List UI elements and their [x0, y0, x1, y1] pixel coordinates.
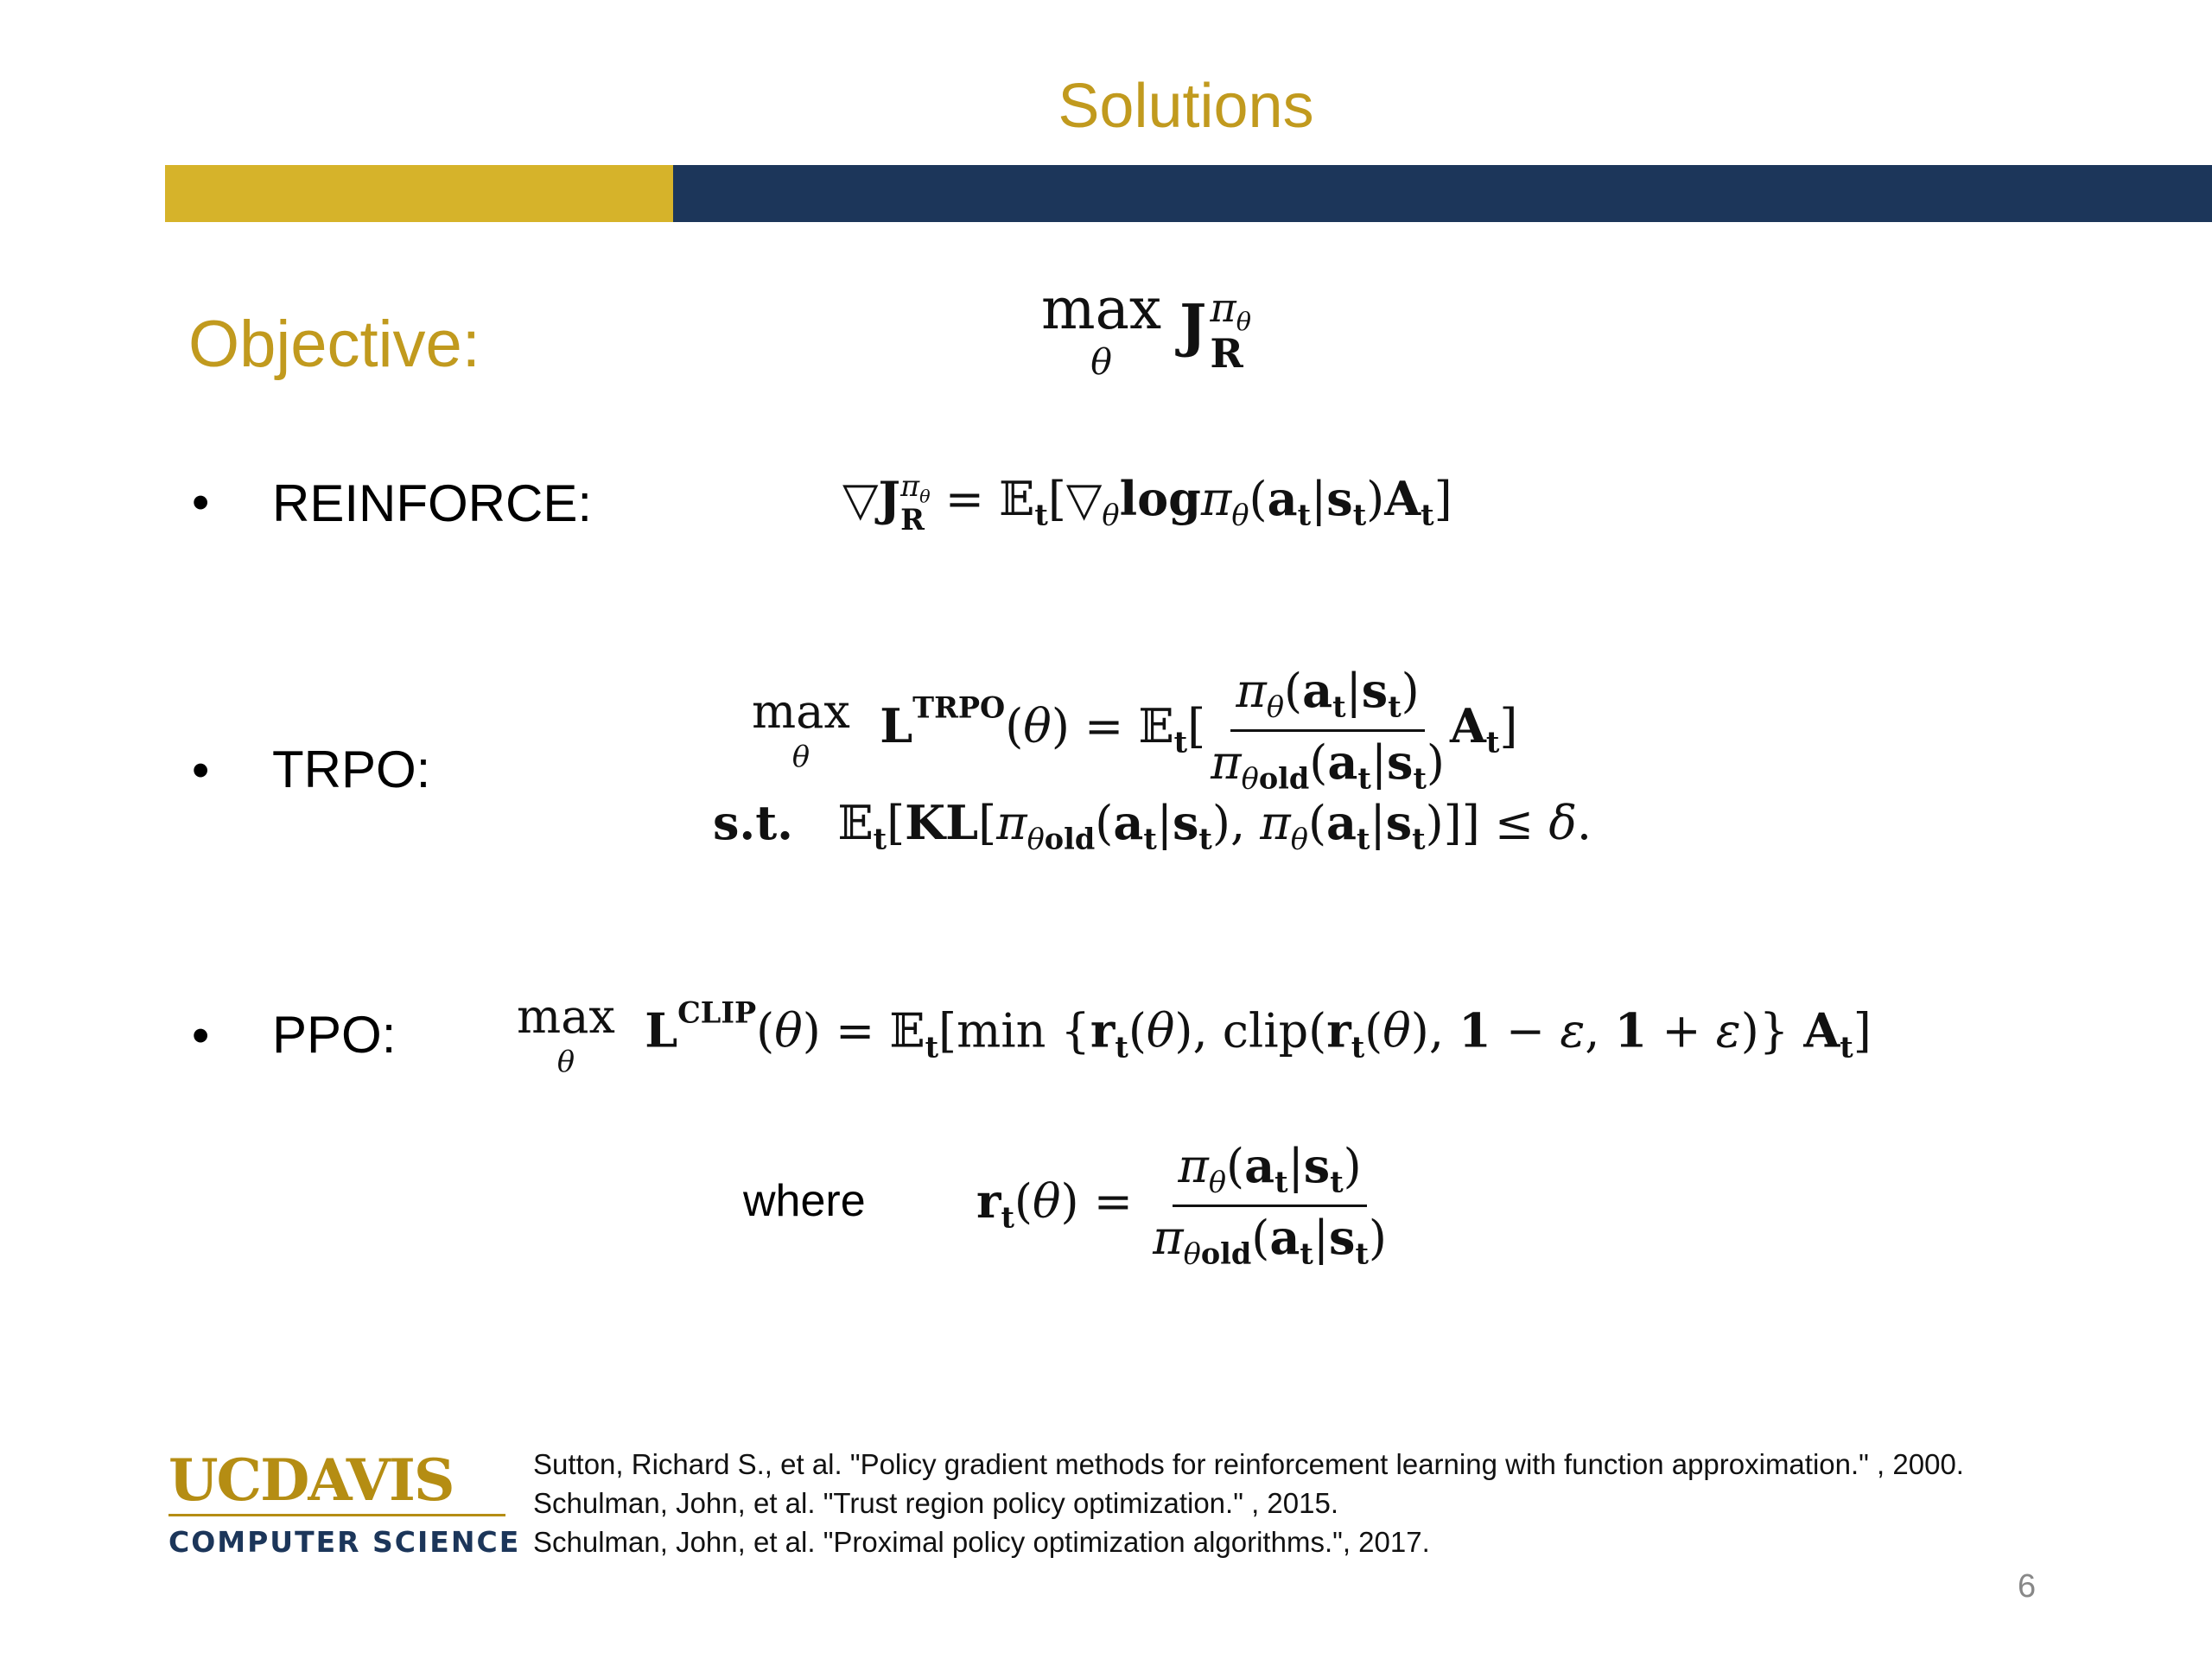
ppo-label: PPO: — [272, 1006, 397, 1064]
ppo-objective-equation: max θ $L^{CLIP}(\theta)$ = 𝔼$_t$[min {$r_t(\theta)$, $clip(r_t(\theta)$, 1 − ε, 1 + ε)} $A_t$] — [517, 989, 1872, 1078]
reference-item: Schulman, John, et al. "Trust region policy optimization." , 2015. — [533, 1487, 1339, 1519]
header-bar-navy — [673, 165, 2212, 222]
bullet-reinforce: • — [192, 474, 210, 531]
page-number: 6 — [2018, 1568, 2037, 1605]
where-label: where — [743, 1176, 866, 1226]
reinforce-label: REINFORCE: — [272, 474, 593, 532]
reference-item: Sutton, Richard S., et al. "Policy gradient methods for reinforcement learning with function approximation." , 2000. — [533, 1448, 1964, 1480]
references — [533, 1445, 1964, 1561]
trpo-label: TRPO: — [272, 741, 431, 798]
reference-item: Schulman, John, et al. "Proximal policy optimization algorithms.", 2017. — [533, 1526, 1430, 1558]
trpo-objective-equation: max θ $L^{TRPO}(\theta)$ = 𝔼$_t$[ $\frac{\pi_\theta(a_t|s_t)}{\pi_{\theta old}(a_t|s_t)}$ $A_t$] — [752, 663, 1518, 796]
bullet-ppo: • — [192, 1007, 210, 1064]
objective-equation: max θ J $\pi_\theta$ R — [1041, 276, 1251, 383]
slide-title: Solutions — [1058, 72, 1314, 141]
ratio-equation: $r_t(\theta)$ = $\frac{\pi_\theta(a_t|s_t)}{\pi_{\theta old}(a_t|s_t)}$ — [976, 1138, 1387, 1271]
header-bar-gold — [165, 165, 673, 222]
objective-label: Objective: — [188, 308, 480, 381]
bullet-trpo: • — [192, 742, 210, 798]
reinforce-equation: ▽J $\pi_\theta$ R = $𝔼_t[▽_\theta\log\pi_\theta(a_t|s_t)A_t]$ — [842, 468, 1452, 537]
ucdavis-logo: UCDAVIS COMPUTER SCIENCE — [168, 1446, 521, 1559]
trpo-constraint-equation: s.t. $𝔼_t[KL[\pi_{\theta old}(a_t|s_t)$, $\pi_\theta(a_t|s_t)]] \le \delta$. — [713, 795, 1592, 856]
